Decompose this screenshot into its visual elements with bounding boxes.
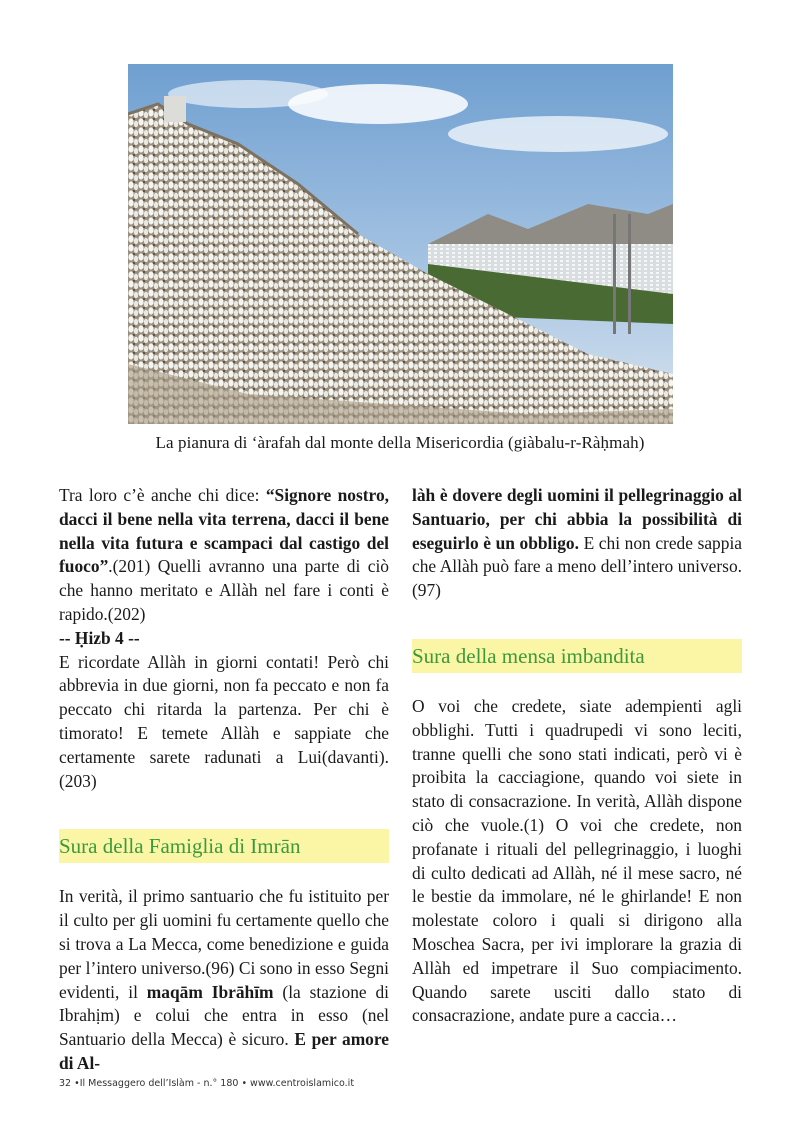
photo-caption: La pianura di ‘àrafah dal monte della Misericordia (giàbalu-r-Ràḥmah): [155, 433, 645, 452]
verse-text-bold: maqām Ibrāhīm: [146, 981, 274, 1002]
page-footer: 32 •Il Messaggero dell’Islàm - n.° 180 • www.centroislamico.it: [59, 1078, 355, 1089]
verse-paragraph-203: E ricordate Allàh in giorni contati! Però chi abbrevia in due giorni, non fa peccato e non fa peccato chi ritarda la partenza. Per chi è timorato! E temete Allàh e sappiate che certamente sarete radunati a Lui(davanti). (203): [59, 651, 389, 791]
verse-text-bold: E per amore di Al-: [59, 1029, 389, 1073]
verse-text-bold: làh è dovere degli uomini il pellegrinaggio al Santuario, per chi abbia la possibilità di eseguirlo è un obbligo.: [412, 485, 742, 553]
sura-heading-mensa: Sura della mensa imbandita: [412, 639, 742, 673]
left-column: [59, 484, 389, 1076]
verse-text: E chi non crede sappia che Allàh può fare a meno dell’intero universo.(97): [412, 532, 743, 601]
right-column: [412, 484, 742, 1028]
sura-heading-imran: Sura della Famiglia di Imrān: [59, 829, 389, 863]
photo-arafah: [128, 64, 673, 424]
hizb-marker: -- Ḥizb 4 --: [59, 627, 140, 648]
verse-text: (la stazione di Ibrahịm) e colui che entra in esso (nel Santuario della Mecca) è sicuro.: [59, 981, 390, 1050]
photo-arafah-image: [128, 64, 673, 424]
verse-paragraph-201: [59, 484, 389, 627]
verse-text: Tra loro c’è anche chi dice:: [59, 485, 266, 505]
verse-text-bold: “Signore nostro, dacci il bene nella vita terrena, dacci il bene nella vita futura e scampaci dal castigo del fuoco”: [59, 485, 389, 577]
verse-paragraph-1: O voi che credete, siate adempienti agli obblighi. Tutti i quadrupedi vi sono leciti, tranne quelli che sono stati indicati, però vi è proibita la cacciagione, quando voi siete in stato di consacrazione. In verità, Allàh dispone ciò che vuole.(1) O voi che credete, non profanate i rituali del pellegrinaggio, i luoghi di culto dedicati ad Allàh, né il mese sacro, né le bestie da immolare, né le ghirlande! E non molestate coloro i quali si dirigono alla Moschea Sacra, per ivi implorare la grazia di Allàh ed impetrare il Suo compiacimento. Quando sarete usciti dallo stato di consacrazione, andate pure a caccia…: [412, 695, 742, 1026]
verse-text: .(201) Quelli avranno una parte di ciò che hanno meritato e Allàh nel fare i conti è rapido.(202): [59, 556, 389, 624]
verse-paragraph-97: [412, 484, 742, 603]
verse-paragraph-96: [59, 885, 389, 1075]
verse-text: In verità, il primo santuario che fu istituito per il culto per gli uomini fu certamente quello che si trova a La Mecca, come benedizione e guida per l’intero universo.(96) Ci sono in esso Segni evidenti, il: [59, 886, 389, 1002]
